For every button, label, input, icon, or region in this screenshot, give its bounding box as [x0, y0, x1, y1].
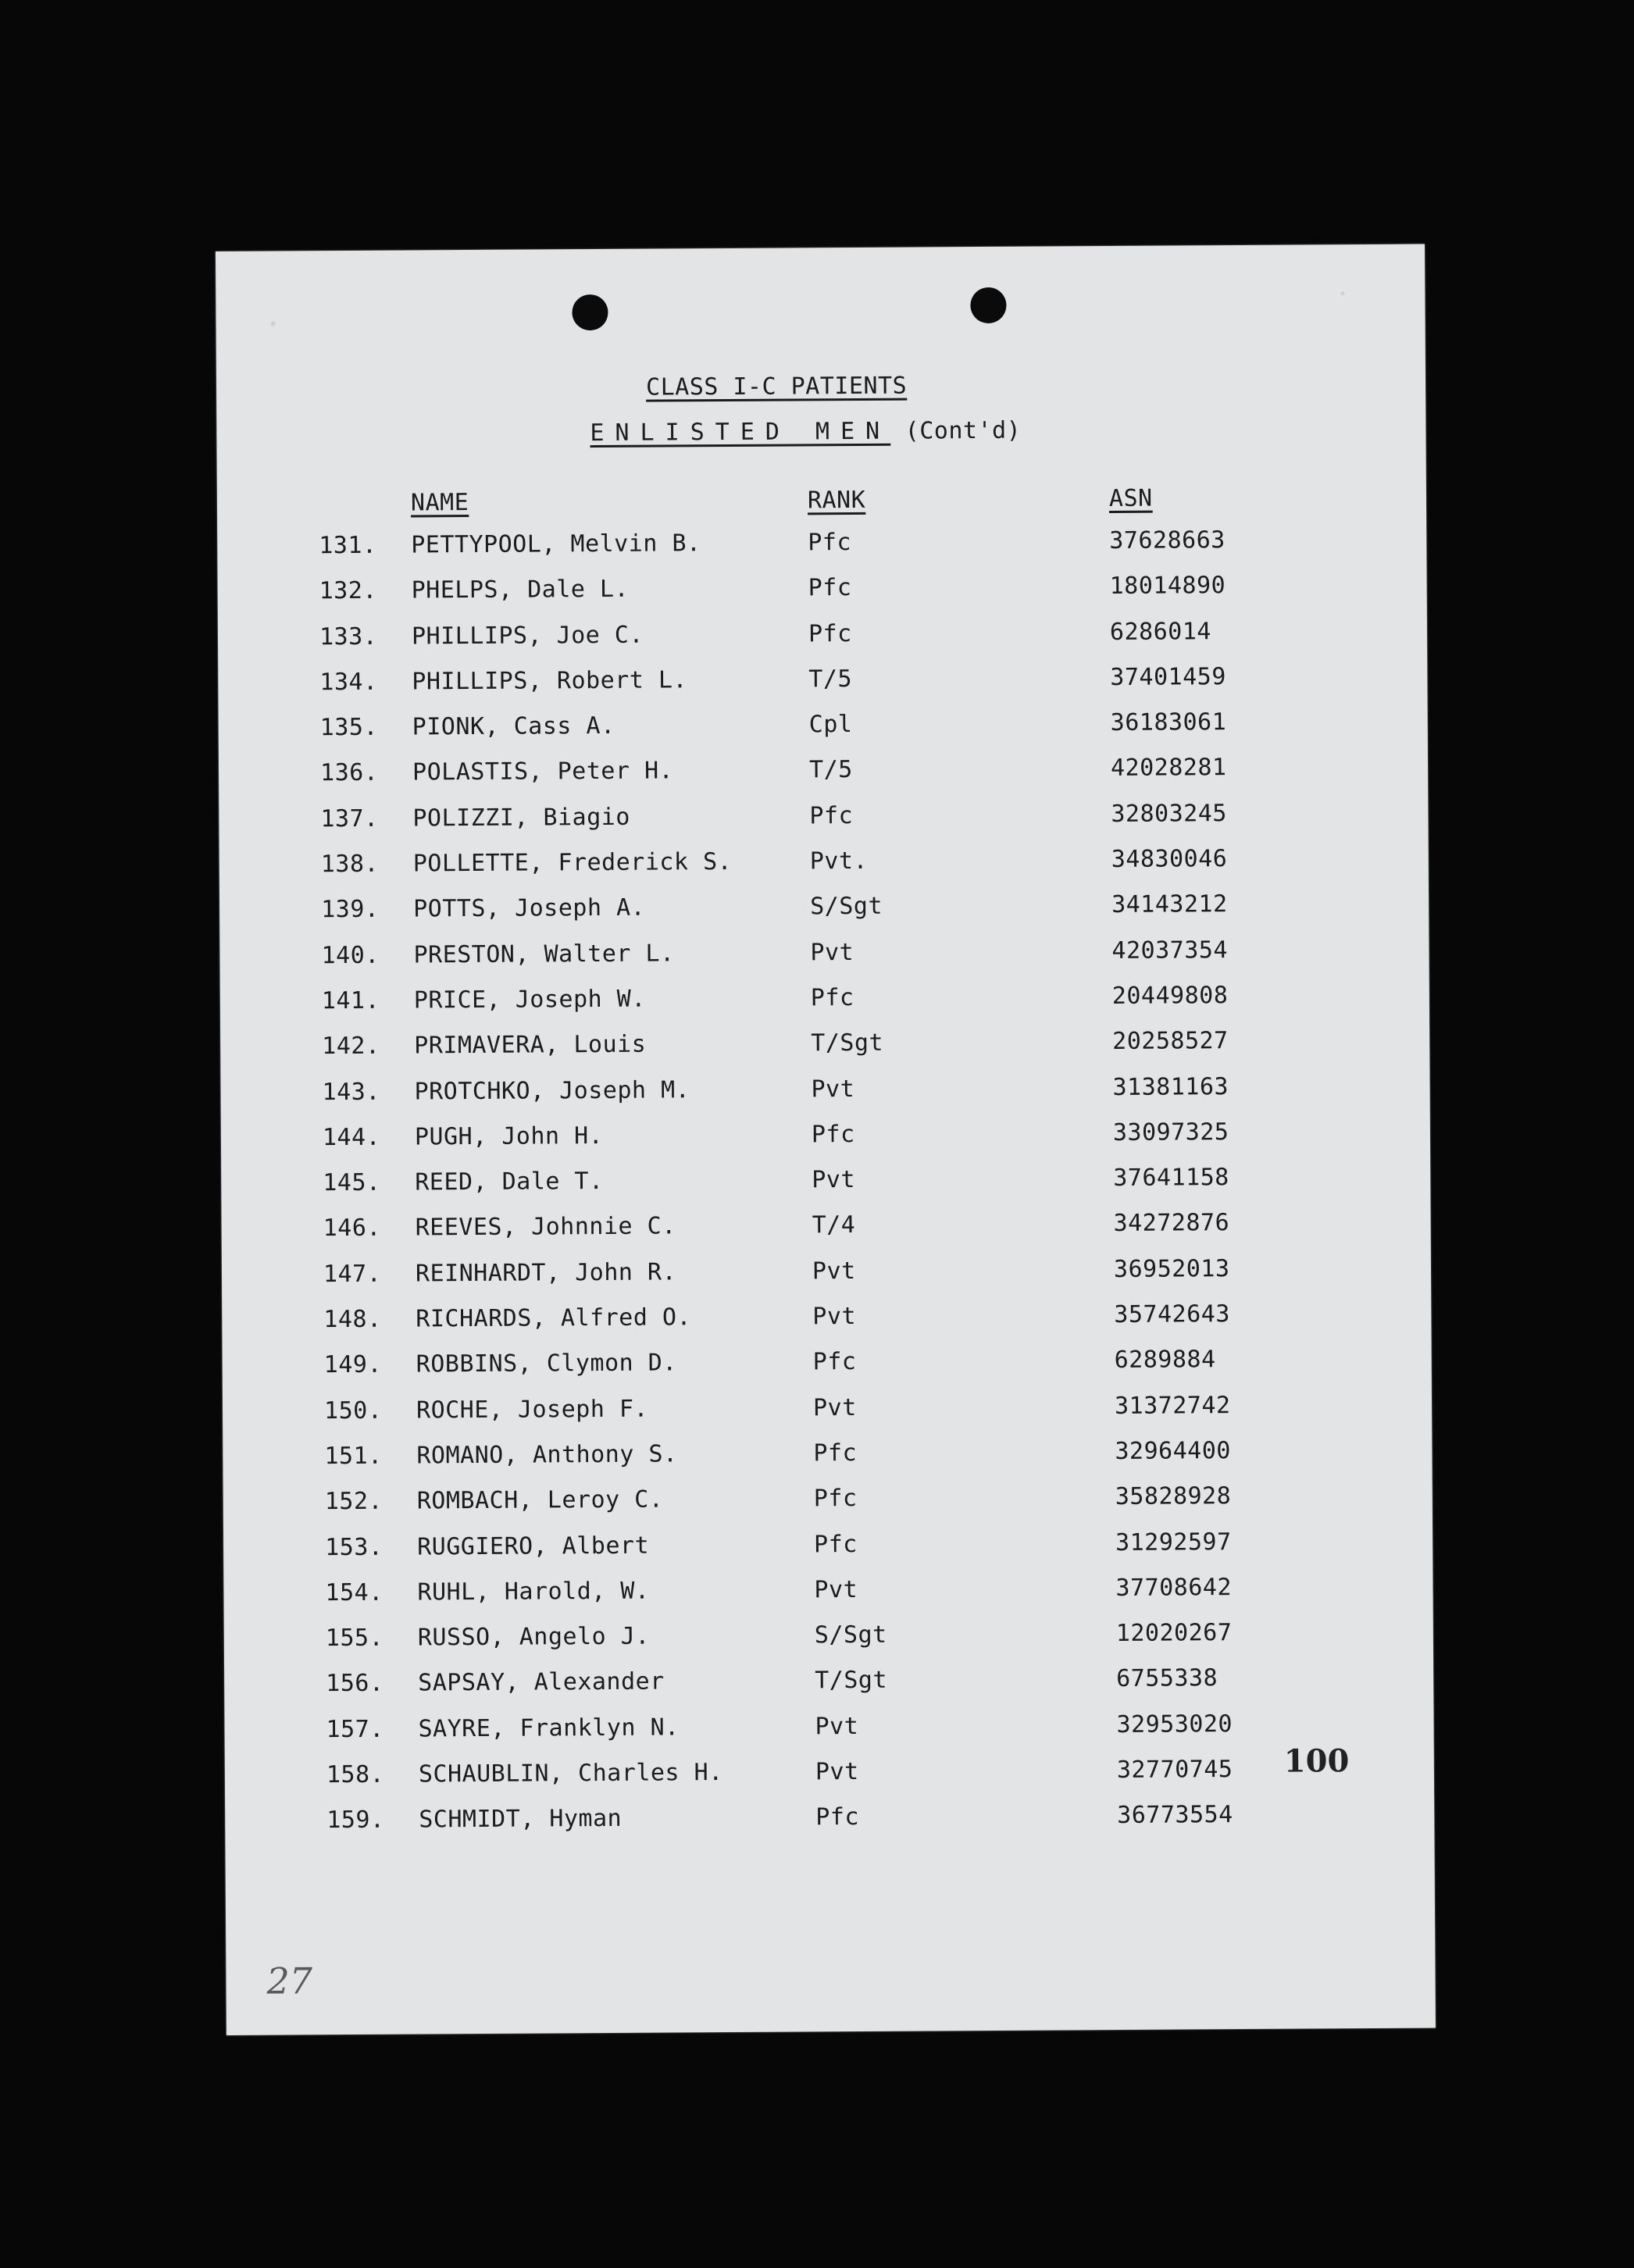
row-asn: 37708642 [1115, 1573, 1233, 1602]
row-asn: 37641158 [1113, 1164, 1229, 1193]
row-asn: 32953020 [1116, 1710, 1233, 1738]
row-rank: S/Sgt [814, 1621, 887, 1649]
punch-hole-right [970, 287, 1006, 323]
row-name: PROTCHKO, Joseph M. [414, 1075, 690, 1106]
row-rank: Pvt [814, 1575, 858, 1604]
table-row [323, 1209, 1230, 1261]
row-number: 148. [323, 1305, 382, 1334]
row-number: 132. [319, 577, 378, 605]
row-asn: 6286014 [1109, 617, 1212, 646]
row-asn: 12020267 [1115, 1619, 1233, 1648]
row-number: 150. [323, 1396, 383, 1425]
row-name: SAPSAY, Alexander [418, 1667, 665, 1697]
row-rank: T/5 [808, 665, 853, 694]
row-number: 134. [319, 668, 378, 697]
subtitle-suffix: (Cont'd) [890, 416, 1022, 445]
row-number: 142. [322, 1032, 380, 1061]
row-asn: 34143212 [1111, 890, 1228, 919]
document-sheet [216, 244, 1436, 2035]
row-rank: Pfc [815, 1803, 860, 1831]
subtitle-main: ENLISTED MEN [590, 417, 891, 448]
row-asn: 20449808 [1111, 982, 1229, 1010]
row-rank: Pfc [812, 1348, 857, 1376]
row-rank: Pfc [808, 619, 852, 647]
table-row [319, 754, 1227, 805]
row-number: 153. [325, 1533, 384, 1561]
table-row [321, 936, 1229, 987]
document-subtitle [590, 417, 1021, 447]
row-rank: Pfc [813, 1439, 858, 1467]
row-number: 156. [326, 1670, 384, 1698]
table-row [326, 1664, 1218, 1716]
row-name: PHELPS, Dale L. [411, 576, 630, 604]
row-asn: 35828928 [1115, 1482, 1232, 1511]
row-rank: Pfc [811, 1120, 855, 1149]
row-number: 143. [322, 1078, 380, 1106]
row-name: PRESTON, Walter L. [413, 940, 675, 969]
row-rank: Pvt [815, 1712, 859, 1741]
paper-speck [271, 322, 276, 326]
row-number: 137. [320, 804, 379, 833]
row-name: SAYRE, Franklyn N. [418, 1713, 680, 1743]
document-title: CLASS I-C PATIENTS [645, 372, 908, 401]
table-row [323, 1254, 1230, 1306]
row-name: PIONK, Cass A. [412, 712, 615, 741]
row-name: ROBBINS, Clymon D. [416, 1349, 677, 1378]
row-asn: 36952013 [1113, 1254, 1230, 1283]
table-row [325, 1528, 1232, 1579]
row-name: POTTS, Joseph A. [413, 894, 646, 923]
row-name: POLIZZI, Biagio [412, 803, 630, 833]
row-asn: 42037354 [1111, 936, 1229, 965]
row-name: RICHARDS, Alfred O. [416, 1303, 692, 1333]
row-name: SCHMIDT, Hyman [419, 1805, 623, 1834]
row-rank: T/Sgt [811, 1029, 884, 1057]
table-row [323, 1346, 1216, 1397]
row-rank: Pvt [811, 1075, 855, 1103]
table-row [323, 1300, 1230, 1352]
row-number: 158. [326, 1760, 385, 1789]
row-number: 157. [326, 1715, 384, 1743]
row-asn: 36773554 [1117, 1801, 1233, 1830]
row-rank: Pvt [812, 1257, 856, 1286]
row-number: 141. [321, 986, 380, 1015]
row-number: 145. [323, 1168, 381, 1197]
column-header-name: NAME [410, 489, 469, 517]
row-asn: 20258527 [1112, 1027, 1229, 1056]
table-row [326, 1710, 1233, 1761]
punch-hole-left [572, 294, 608, 330]
row-number: 138. [320, 850, 380, 879]
row-asn: 33097325 [1112, 1118, 1229, 1146]
row-asn: 31381163 [1112, 1072, 1229, 1101]
row-number: 147. [323, 1260, 382, 1288]
row-asn: 37401459 [1110, 662, 1226, 691]
row-rank: Pvt [812, 1303, 857, 1331]
table-row [323, 1164, 1229, 1215]
table-row [323, 1391, 1231, 1442]
row-asn: 18014890 [1109, 572, 1226, 601]
table-row [325, 1573, 1233, 1624]
table-row [325, 1619, 1233, 1671]
table-row [321, 982, 1229, 1032]
row-number: 159. [326, 1806, 385, 1835]
row-name: RUHL, Harold, W. [417, 1577, 650, 1606]
row-asn: 35742643 [1114, 1300, 1230, 1329]
row-name: PRIMAVERA, Louis [414, 1030, 647, 1060]
row-asn: 31292597 [1115, 1528, 1232, 1557]
row-asn: 37628663 [1109, 526, 1226, 555]
table-row [320, 799, 1228, 850]
row-name: ROMBACH, Leroy C. [416, 1485, 664, 1515]
row-name: REEVES, Johnnie C. [415, 1212, 676, 1242]
row-rank: S/Sgt [810, 893, 883, 921]
row-rank: Pvt. [809, 847, 869, 875]
patient-list [319, 526, 1233, 1852]
table-row [319, 617, 1212, 669]
row-asn: 6289884 [1114, 1346, 1216, 1375]
row-asn: 36183061 [1110, 708, 1227, 737]
row-number: 154. [325, 1578, 384, 1607]
row-number: 131. [319, 531, 377, 560]
row-asn: 34272876 [1113, 1209, 1230, 1238]
table-row [326, 1801, 1233, 1853]
row-number: 146. [323, 1214, 382, 1243]
row-number: 136. [319, 759, 379, 787]
row-name: RUSSO, Angelo J. [417, 1622, 650, 1652]
page-number: 100 [1283, 1742, 1350, 1780]
row-name: ROMANO, Anthony S. [416, 1440, 678, 1470]
row-rank: Pfc [808, 529, 852, 557]
row-asn: 32964400 [1115, 1437, 1232, 1465]
row-name: PRICE, Joseph W. [413, 985, 646, 1015]
row-rank: Pvt [812, 1166, 856, 1194]
row-number: 144. [322, 1123, 381, 1152]
row-rank: Pfc [814, 1530, 858, 1558]
row-rank: T/5 [808, 756, 853, 784]
row-rank: Cpl [808, 711, 853, 739]
table-row [319, 572, 1226, 623]
row-asn: 32770745 [1116, 1756, 1233, 1785]
table-row [326, 1756, 1233, 1806]
table-row [321, 890, 1228, 942]
handwritten-note: 27 [266, 1960, 313, 2002]
row-number: 152. [324, 1487, 384, 1516]
table-row [322, 1027, 1229, 1079]
row-rank: T/Sgt [815, 1667, 888, 1695]
column-header-rank: RANK [807, 486, 866, 515]
table-row [324, 1482, 1232, 1534]
table-row [320, 845, 1228, 897]
table-row [319, 708, 1227, 760]
row-number: 135. [319, 713, 379, 742]
row-asn: 31372742 [1114, 1391, 1231, 1420]
row-number: 149. [323, 1351, 383, 1379]
row-number: 140. [321, 941, 380, 969]
row-rank: Pfc [809, 801, 854, 830]
row-number: 139. [321, 896, 380, 924]
row-rank: Pvt [810, 938, 854, 967]
row-asn: 32803245 [1111, 799, 1228, 828]
row-number: 151. [324, 1442, 383, 1471]
table-row [319, 662, 1226, 714]
row-rank: Pfc [813, 1485, 858, 1513]
row-name: ROCHE, Joseph F. [416, 1395, 649, 1425]
row-asn: 34830046 [1111, 845, 1228, 874]
row-name: REED, Dale T. [415, 1168, 604, 1196]
row-number: 133. [319, 622, 378, 651]
table-row [322, 1072, 1229, 1124]
row-name: PHILLIPS, Joe C. [411, 621, 644, 651]
row-name: POLASTIS, Peter H. [412, 757, 674, 786]
row-rank: Pvt [812, 1393, 857, 1421]
row-rank: Pvt [815, 1758, 859, 1786]
column-header-asn: ASN [1108, 484, 1153, 513]
row-name: SCHAUBLIN, Charles H. [418, 1759, 723, 1788]
paper-speck [1340, 291, 1344, 295]
row-number: 155. [325, 1624, 384, 1653]
row-name: POLLETTE, Frederick S. [412, 848, 733, 878]
table-row [322, 1118, 1229, 1169]
row-name: RUGGIERO, Albert [417, 1532, 650, 1560]
row-rank: Pfc [808, 574, 852, 602]
row-name: PUGH, John H. [414, 1122, 604, 1151]
table-row [324, 1437, 1232, 1488]
table-row [319, 526, 1226, 577]
row-name: PHILLIPS, Robert L. [412, 666, 688, 696]
row-asn: 6755338 [1116, 1664, 1218, 1693]
row-asn: 42028281 [1110, 754, 1227, 783]
row-name: REINHARDT, John R. [415, 1258, 677, 1288]
row-rank: T/4 [812, 1211, 856, 1239]
row-name: PETTYPOOL, Melvin B. [411, 530, 701, 559]
row-rank: Pfc [810, 983, 854, 1012]
